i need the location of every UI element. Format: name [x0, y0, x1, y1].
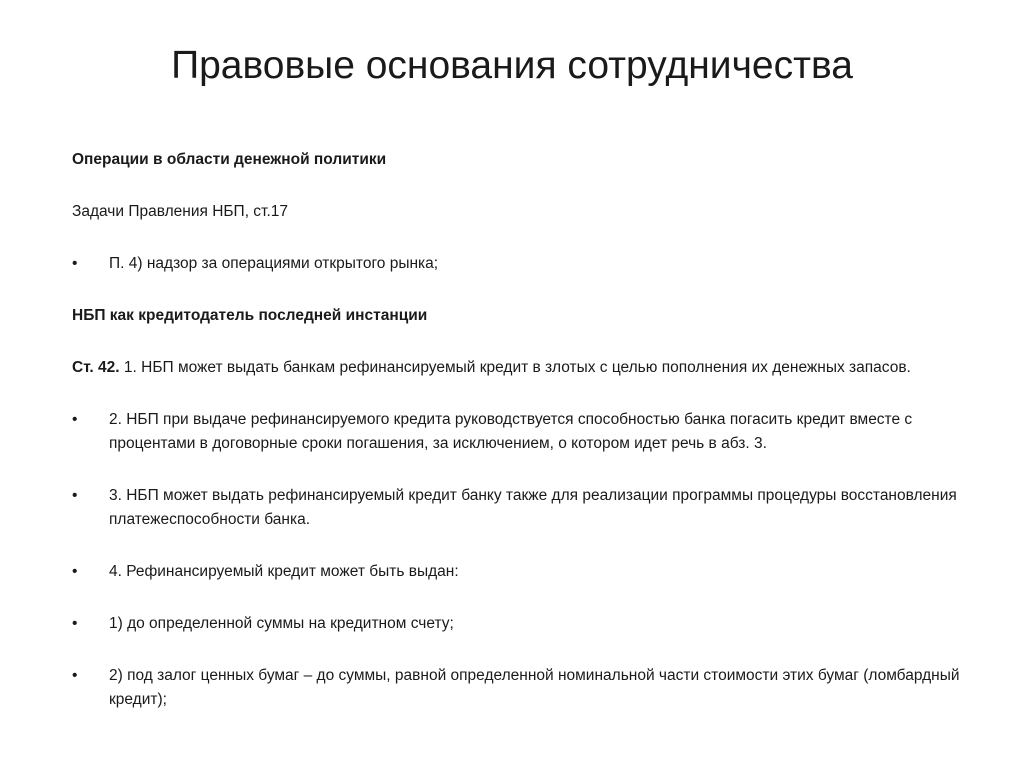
slide-body [72, 148, 1002, 740]
paragraph-board-tasks: Задачи Правления НБП, ст.17 [72, 203, 288, 220]
bullet-icon: • [72, 667, 78, 684]
bullet-icon: • [72, 487, 78, 504]
bullet-item-2 [72, 408, 1002, 456]
bullet-item-3 [72, 484, 1002, 532]
bullet-text: П. 4) надзор за операциями открытого рынка; [109, 255, 439, 272]
bullet-item-lombard-credit [72, 664, 1002, 712]
heading-lender-of-last-resort: НБП как кредитодатель последней инстанции [72, 307, 428, 324]
bullet-text: 4. Рефинансируемый кредит может быть выдан: [109, 563, 459, 580]
bullet-icon: • [72, 615, 78, 632]
bullet-text: 3. НБП может выдать рефинансируемый кредит банку также для реализации программы процедуры восстановления платежеспособности банка. [109, 487, 957, 528]
bullet-icon: • [72, 411, 78, 428]
heading-monetary-policy: Операции в области денежной политики [72, 151, 387, 168]
bullet-icon: • [72, 255, 78, 272]
bullet-text: 2. НБП при выдаче рефинансируемого кредита руководствуется способностью банка погасить кредит вместе с процентами в договорные сроки погашения, за исключением, о котором идет речь в абз. 3. [109, 411, 913, 452]
bullet-item-credit-account [72, 612, 1002, 636]
article-number: Ст. 42. [72, 359, 120, 376]
bullet-item-4 [72, 560, 1002, 584]
bullet-text: 1) до определенной суммы на кредитном счету; [109, 615, 454, 632]
bullet-icon: • [72, 563, 78, 580]
paragraph-article-42 [72, 356, 1002, 380]
bullet-text: 2) под залог ценных бумаг – до суммы, равной определенной номинальной части стоимости этих бумаг (ломбардный кредит); [109, 667, 960, 708]
slide-title: Правовые основания сотрудничества [171, 44, 853, 87]
bullet-item-open-market [72, 252, 1002, 276]
article-text: 1. НБП может выдать банкам рефинансируемый кредит в злотых с целью пополнения их денежных запасов. [119, 359, 911, 376]
